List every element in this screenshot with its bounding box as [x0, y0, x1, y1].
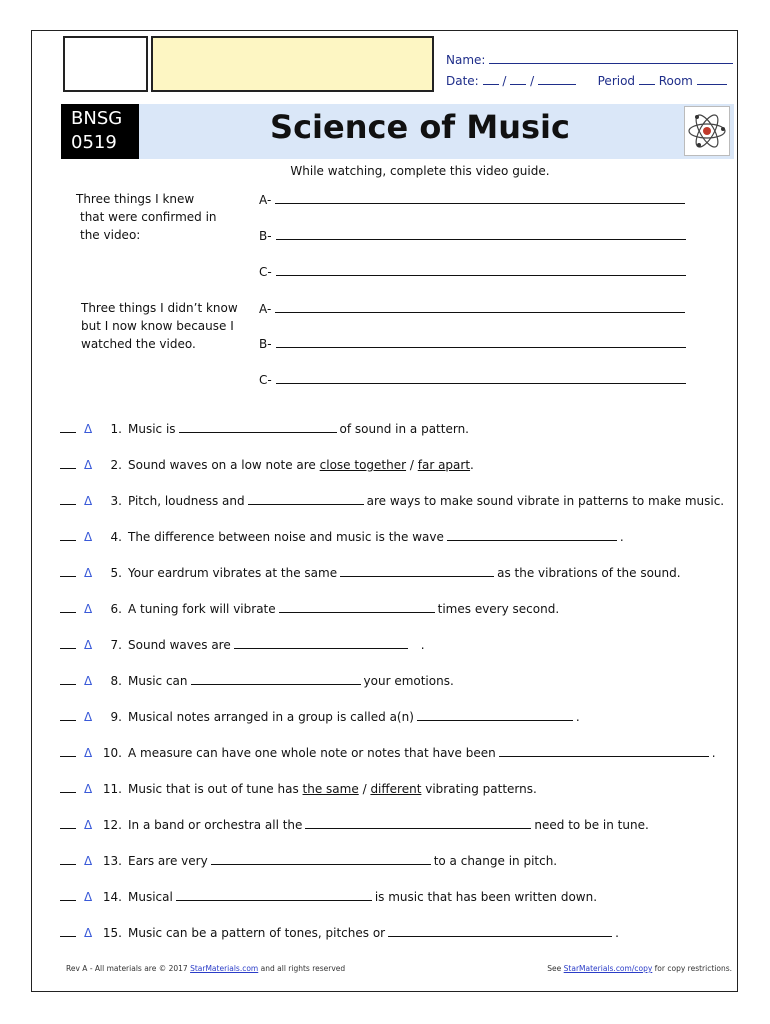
page-title: Science of Music: [270, 108, 570, 146]
knew-line: the video:: [80, 228, 141, 242]
knew-prompt: [76, 190, 217, 244]
date-row: [446, 74, 727, 88]
answer-blank[interactable]: [499, 746, 709, 757]
didnt-know-line: but I now know because I: [81, 319, 234, 333]
question-text: of sound in a pattern.: [339, 422, 469, 436]
question-text: Music can: [128, 674, 188, 688]
question-5: [60, 566, 681, 580]
knew-answer-c[interactable]: [259, 264, 686, 279]
question-text: .: [619, 530, 624, 544]
question-1: [60, 422, 469, 436]
answer-label: B-: [259, 337, 272, 351]
question-7: [60, 638, 425, 652]
question-text: is music that has been written down.: [374, 890, 598, 904]
question-text: vibrating patterns.: [425, 782, 537, 796]
choice-separator: /: [409, 458, 414, 472]
didnt-know-answer-a[interactable]: [259, 301, 685, 316]
question-number: 9.: [110, 710, 122, 724]
score-blank[interactable]: [60, 422, 76, 433]
answer-line[interactable]: [275, 192, 685, 204]
date-separator: /: [502, 74, 507, 88]
question-9: [60, 710, 580, 724]
question-number: 8.: [110, 674, 122, 688]
question-text: .: [470, 458, 474, 472]
question-text: A measure can have one whole note or notes that have been: [128, 746, 496, 760]
question-number: 3.: [110, 494, 122, 508]
date-month-field[interactable]: [483, 74, 499, 85]
answer-blank[interactable]: [340, 566, 494, 577]
question-number: 13.: [102, 854, 122, 868]
answer-label: C-: [259, 373, 272, 387]
question-text: .: [420, 638, 425, 652]
room-field[interactable]: [697, 74, 727, 85]
question-number: 15.: [102, 926, 122, 940]
question-number: 10.: [102, 746, 122, 760]
score-blank[interactable]: [60, 710, 76, 721]
starmaterials-link[interactable]: StarMaterials.com: [190, 964, 259, 973]
answer-blank[interactable]: [305, 818, 531, 829]
score-blank[interactable]: [60, 530, 76, 541]
question-text: Music is: [128, 422, 176, 436]
delta-icon: Δ: [84, 890, 93, 904]
score-blank[interactable]: [60, 638, 76, 649]
answer-blank[interactable]: [176, 890, 372, 901]
score-blank[interactable]: [60, 566, 76, 577]
question-text: Musical: [128, 890, 173, 904]
answer-blank[interactable]: [447, 530, 617, 541]
answer-blank[interactable]: [417, 710, 573, 721]
name-label: Name:: [446, 53, 486, 67]
question-text: .: [575, 710, 580, 724]
knew-line: Three things I knew: [76, 192, 195, 206]
question-14: [60, 890, 597, 904]
question-text: are ways to make sound vibrate in patterns to make music.: [366, 494, 725, 508]
choice-option[interactable]: far apart: [417, 458, 471, 472]
period-field[interactable]: [639, 74, 655, 85]
date-year-field[interactable]: [538, 74, 576, 85]
score-blank[interactable]: [60, 854, 76, 865]
choice-option[interactable]: close together: [319, 458, 407, 472]
highlight-box: [151, 36, 434, 92]
delta-icon: Δ: [84, 566, 93, 580]
question-number: 14.: [102, 890, 122, 904]
footer-restrictions: [547, 964, 732, 973]
date-separator: /: [530, 74, 535, 88]
question-8: [60, 674, 454, 688]
answer-label: A-: [259, 302, 272, 316]
delta-icon: Δ: [84, 674, 93, 688]
question-13: [60, 854, 557, 868]
date-day-field[interactable]: [510, 74, 526, 85]
question-2: [60, 458, 474, 472]
question-text: times every second.: [437, 602, 560, 616]
question-text: Musical notes arranged in a group is called a(n): [128, 710, 414, 724]
answer-blank[interactable]: [388, 926, 612, 937]
instructions: While watching, complete this video guide.: [290, 164, 550, 178]
question-text: A tuning fork will vibrate: [128, 602, 276, 616]
copy-restrictions-link[interactable]: StarMaterials.com/copy: [563, 964, 653, 973]
knew-line: that were confirmed in: [80, 210, 217, 224]
question-text: Music can be a pattern of tones, pitches or: [128, 926, 386, 940]
question-4: [60, 530, 624, 544]
question-text: need to be in tune.: [534, 818, 649, 832]
guide-code-line2: 0519: [71, 132, 117, 153]
question-text: In a band or orchestra all the: [128, 818, 303, 832]
answer-line[interactable]: [276, 228, 686, 240]
question-number: 5.: [110, 566, 122, 580]
knew-answer-b[interactable]: [259, 228, 686, 243]
didnt-know-line: watched the video.: [81, 337, 196, 351]
question-number: 2.: [110, 458, 122, 472]
delta-icon: Δ: [84, 530, 93, 544]
delta-icon: Δ: [84, 854, 93, 868]
question-text: your emotions.: [363, 674, 454, 688]
delta-icon: Δ: [84, 602, 93, 616]
answer-line[interactable]: [275, 301, 685, 313]
question-text: .: [615, 926, 619, 940]
question-text: Your eardrum vibrates at the same: [128, 566, 338, 580]
question-text: Sound waves are: [128, 638, 231, 652]
answer-line[interactable]: [276, 372, 686, 384]
answer-line[interactable]: [276, 264, 686, 276]
footer-text: and all rights reserved: [260, 964, 346, 973]
didnt-know-answer-b[interactable]: [259, 336, 686, 351]
delta-icon: Δ: [84, 782, 93, 796]
delta-icon: Δ: [84, 458, 93, 472]
didnt-know-prompt: [81, 299, 238, 353]
question-number: 4.: [110, 530, 122, 544]
score-blank[interactable]: [60, 926, 76, 937]
name-field[interactable]: [489, 53, 733, 64]
footer-copyright: [66, 964, 345, 973]
score-blank[interactable]: [60, 494, 76, 505]
question-10: [60, 746, 716, 760]
question-11: [60, 782, 537, 796]
guide-code-line1: BNSG: [71, 108, 123, 129]
question-3: [60, 494, 724, 508]
question-text: to a change in pitch.: [433, 854, 558, 868]
score-blank[interactable]: [60, 818, 76, 829]
date-label: Date:: [446, 74, 479, 88]
delta-icon: Δ: [84, 710, 93, 724]
footer-text: Rev A - All materials are © 2017: [66, 964, 188, 973]
blank-box: [63, 36, 148, 92]
answer-blank[interactable]: [248, 494, 364, 505]
choice-option[interactable]: the same: [302, 782, 359, 796]
question-number: 1.: [110, 422, 122, 436]
answer-label: C-: [259, 265, 272, 279]
guide-code: [61, 104, 139, 159]
score-blank[interactable]: [60, 602, 76, 613]
answer-blank[interactable]: [234, 638, 408, 649]
period-label: Period: [597, 74, 636, 88]
question-text: as the vibrations of the sound.: [497, 566, 681, 580]
delta-icon: Δ: [84, 926, 93, 940]
score-blank[interactable]: [60, 782, 76, 793]
question-number: 11.: [102, 782, 122, 796]
score-blank[interactable]: [60, 746, 76, 757]
choice-separator: /: [362, 782, 367, 796]
answer-blank[interactable]: [279, 602, 435, 613]
didnt-know-answer-c[interactable]: [259, 372, 686, 387]
delta-icon: Δ: [84, 494, 93, 508]
question-number: 6.: [110, 602, 122, 616]
question-number: 12.: [102, 818, 122, 832]
answer-label: B-: [259, 229, 272, 243]
question-text: .: [711, 746, 716, 760]
footer-text: for copy restrictions.: [654, 964, 732, 973]
question-6: [60, 602, 559, 616]
footer-text: See: [547, 964, 562, 973]
answer-label: A-: [259, 193, 272, 207]
answer-line[interactable]: [276, 336, 686, 348]
choice-option[interactable]: different: [370, 782, 422, 796]
didnt-know-line: Three things I didn’t know: [81, 301, 238, 315]
delta-icon: Δ: [84, 818, 93, 832]
delta-icon: Δ: [84, 746, 93, 760]
answer-blank[interactable]: [211, 854, 431, 865]
answer-blank[interactable]: [191, 674, 361, 685]
delta-icon: Δ: [84, 638, 93, 652]
question-text: The difference between noise and music is the wave: [128, 530, 444, 544]
atom-icon: [684, 106, 730, 156]
question-text: Ears are very: [128, 854, 208, 868]
name-row: [446, 53, 733, 67]
knew-answer-a[interactable]: [259, 192, 685, 207]
question-15: [60, 926, 619, 940]
score-blank[interactable]: [60, 674, 76, 685]
answer-blank[interactable]: [179, 422, 337, 433]
question-12: [60, 818, 649, 832]
score-blank[interactable]: [60, 890, 76, 901]
question-number: 7.: [110, 638, 122, 652]
room-label: Room: [658, 74, 693, 88]
delta-icon: Δ: [84, 422, 93, 436]
question-text: Pitch, loudness and: [128, 494, 245, 508]
question-text: Sound waves on a low note are: [128, 458, 316, 472]
score-blank[interactable]: [60, 458, 76, 469]
question-text: Music that is out of tune has: [128, 782, 299, 796]
